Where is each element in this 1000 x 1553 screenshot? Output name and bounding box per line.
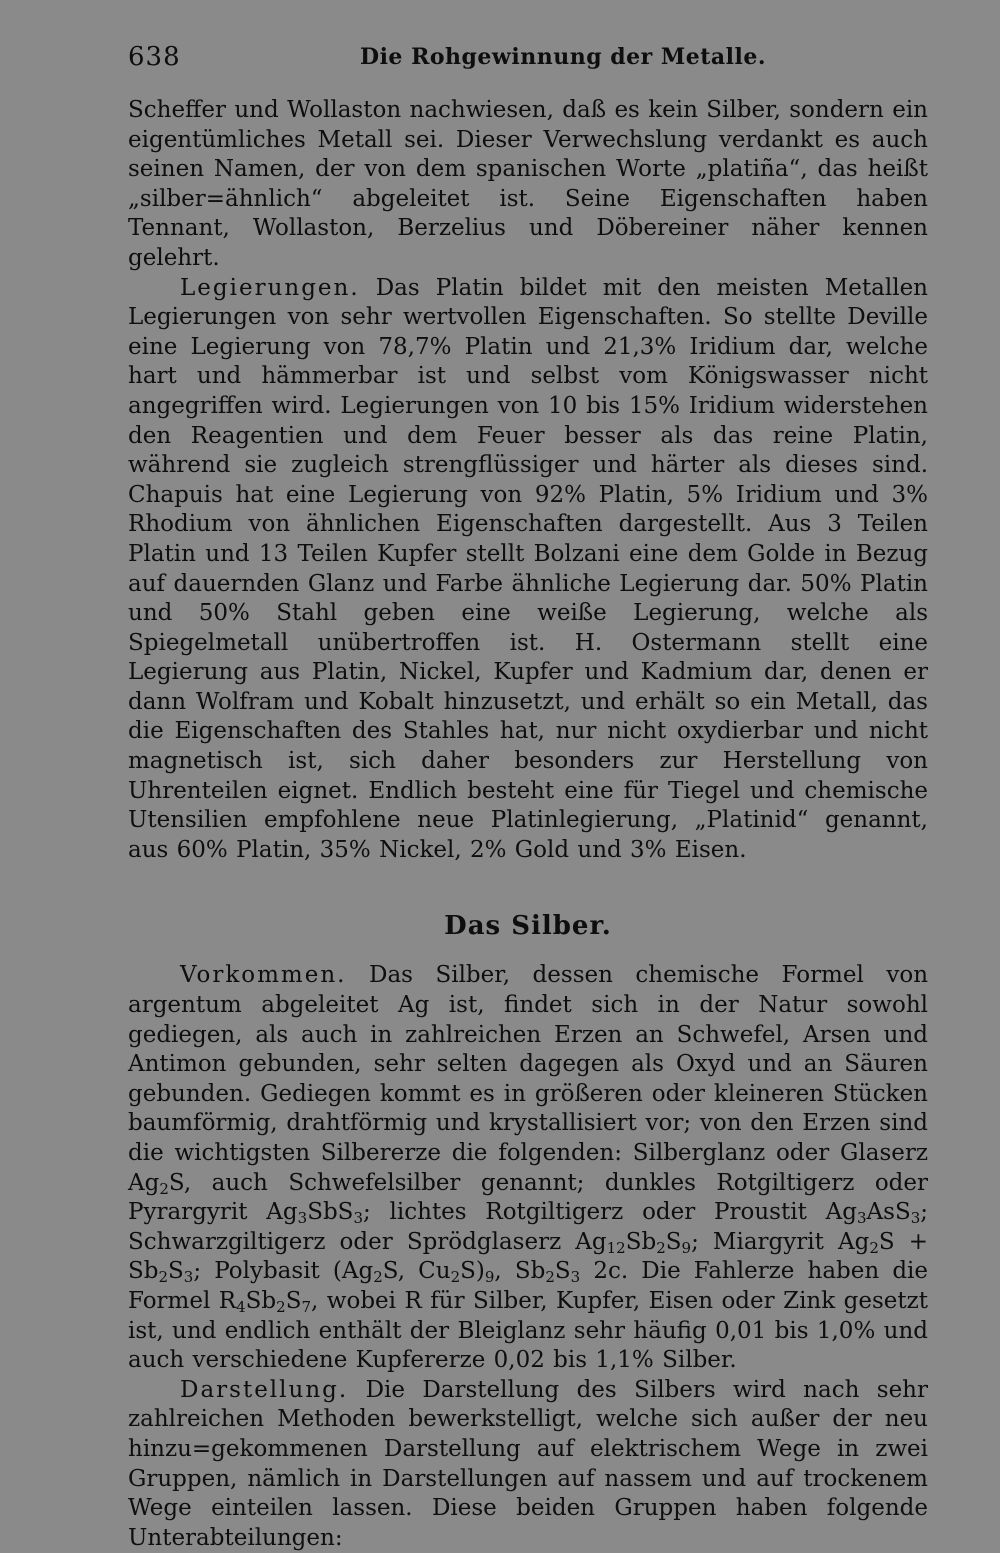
vorkommen-text: Das Silber, dessen chemische Formel von argentum abgeleitet Ag ist, findet sich in der Natur sowohl gediegen, als auch in zahlreichen Erzen an Schwefel, Arsen und Antimon gebunden, sehr selten dagegen als Oxyd und an Säuren gebunden. Gediegen kommt es in größeren oder kleineren Stücken baumförmig, drahtförmig und krystallisiert vor; von den Erzen sind die wichtigsten Silbererze die folgenden: Silberglanz oder Glaserz <box>128 962 929 1166</box>
legierungen-paragraph <box>128 274 928 866</box>
continuation-paragraph <box>128 96 928 274</box>
formula-proustit: $Ag_3AsS_3$ <box>825 1199 921 1228</box>
formula-sproedglaserz: $Ag_{12}Sb_2S_9$ <box>575 1228 692 1257</box>
vorkommen-lead: Vorkommen. <box>180 962 347 989</box>
formula-polybasit: $Ag_2S$, $Cu_2S$ <box>341 1258 476 1287</box>
running-title: Die Rohgewinnung der Metalle. <box>360 44 767 70</box>
legierungen-text: Das Platin bildet mit den meisten Metallen Legierungen von sehr wertvollen Eigenschaften. So stellte Deville eine Legierung von 78,7% Platin und 21,3% Iridium dar, welche hart und hämmerbar ist und selbst vom Königswasser nicht angegriffen wird. Legierungen von 10 bis 15% Iridium widerstehen den Reagentien und dem Feuer besser als das reine Platin, während sie zugleich strengflüssiger und härter als dieses sind. Chapuis hat eine Legierung von 92% Platin, 5% Iridium und 3% Rhodium von ähnlichen Eigenschaften dargestellt. Aus 3 Teilen Platin und 13 Teilen Kupfer stellt Bolzani eine dem Golde in Bezug auf dauernden Glanz und Farbe ähnliche Legierung dar. 50% Platin und 50% Stahl geben eine weiße Legierung, welche als Spiegelmetall unübertroffen ist. H. Ostermann stellt eine Legierung aus Platin, Nickel, Kupfer und Kadmium dar, denen er dann Wolfram und Kobalt hinzusetzt, und erhält so ein Metall, das die Eigenschaften des Stahles hat, nur nicht oxydierbar und nicht magnetisch ist, sich daher besonders zur Herstellung von Uhrenteilen eignet. Endlich besteht eine für Tiegel und chemische Utensilien empfohlene neue Platinlegierung, „Platinid“ genannt, aus 60% Platin, 35% Nickel, 2% Gold und 3% Eisen. <box>128 274 928 863</box>
vorkommen-paragraph: Vorkommen. Das Silber, dessen chemische Formel von argentum abgeleitet Ag ist, findet sich in der Natur sowohl gediegen, als auch in zahlreichen Erzen an Schwefel, Arsen und Antimon gebunden, sehr selten dagegen als Oxyd und an Säuren gebunden. Gediegen kommt es in größeren oder kleineren Stücken baumförmig, drahtförmig und krystallisiert vor; von den Erzen sind die wichtigsten Silbererze die folgenden: Silberglanz oder Glaserz $Ag_2S$, auch Schwefelsilber genannt; dunkles Rotgiltigerz oder Pyrargyrit $Ag_3SbS_3$; lichtes Rotgiltigerz oder Proustit $Ag_3AsS_3$; Schwarzgiltigerz oder Sprödglaserz $Ag_{12}Sb_2S_9$; Miargyrit $Ag_2S + Sb_2S_3$; Polybasit ($Ag_2S$, $Cu_2S)_9$, $Sb_2S_3$ 2c. Die Fahlerze haben die Formel $R_4Sb_2S_7$, wobei R für Silber, Kupfer, Eisen oder Zink gesetzt ist, und endlich enthält der Bleiglanz sehr häufig 0,01 bis 1,0% und auch verschiedene Kupfererze 0,02 bis 1,1% Silber. <box>128 962 929 1374</box>
section-title: Das Silber. <box>444 911 612 942</box>
darstellung-lead: Darstellung. <box>180 1376 349 1403</box>
formula-silberglanz: $Ag_2S$ <box>128 1169 184 1198</box>
darstellung-text: Die Darstellung des Silbers wird nach sehr zahlreichen Methoden bewerkstelligt, welche sich außer der neu hinzu=gekommenen Darstellung auf elektrischem Wege in zwei Gruppen, nämlich in Darstellungen auf nassem und auf trockenem Wege einteilen lassen. Diese beiden Gruppen haben folgende Unterabteilungen: <box>128 1376 928 1551</box>
formula-pyrargyrit: $Ag_3SbS_3$ <box>266 1199 363 1228</box>
formula-antimonglanz: $Sb_2S_3$ <box>514 1258 581 1287</box>
page-body <box>128 96 928 1553</box>
darstellung-paragraph <box>128 1376 928 1553</box>
page-number: 638 <box>128 42 181 72</box>
formula-miargyrit: $Ag_2S + Sb_2S_3$ <box>128 1228 929 1287</box>
continuation-text: Scheffer und Wollaston nachwiesen, daß es kein Silber, sondern ein eigentümliches Metall sei. Dieser Verwechslung verdankt es auch seinen Namen, der von dem spanischen Worte „platiña“, das heißt „silber=ähnlich“ abgeleitet ist. Seine Eigenschaften haben Tennant, Wollaston, Berzelius und Döbereiner näher kennen gelehrt. <box>128 97 928 271</box>
page-header <box>128 42 928 76</box>
formula-fahlerz: $R_4Sb_2S_7$ <box>218 1287 312 1316</box>
legierungen-lead: Legierungen. <box>180 274 360 301</box>
